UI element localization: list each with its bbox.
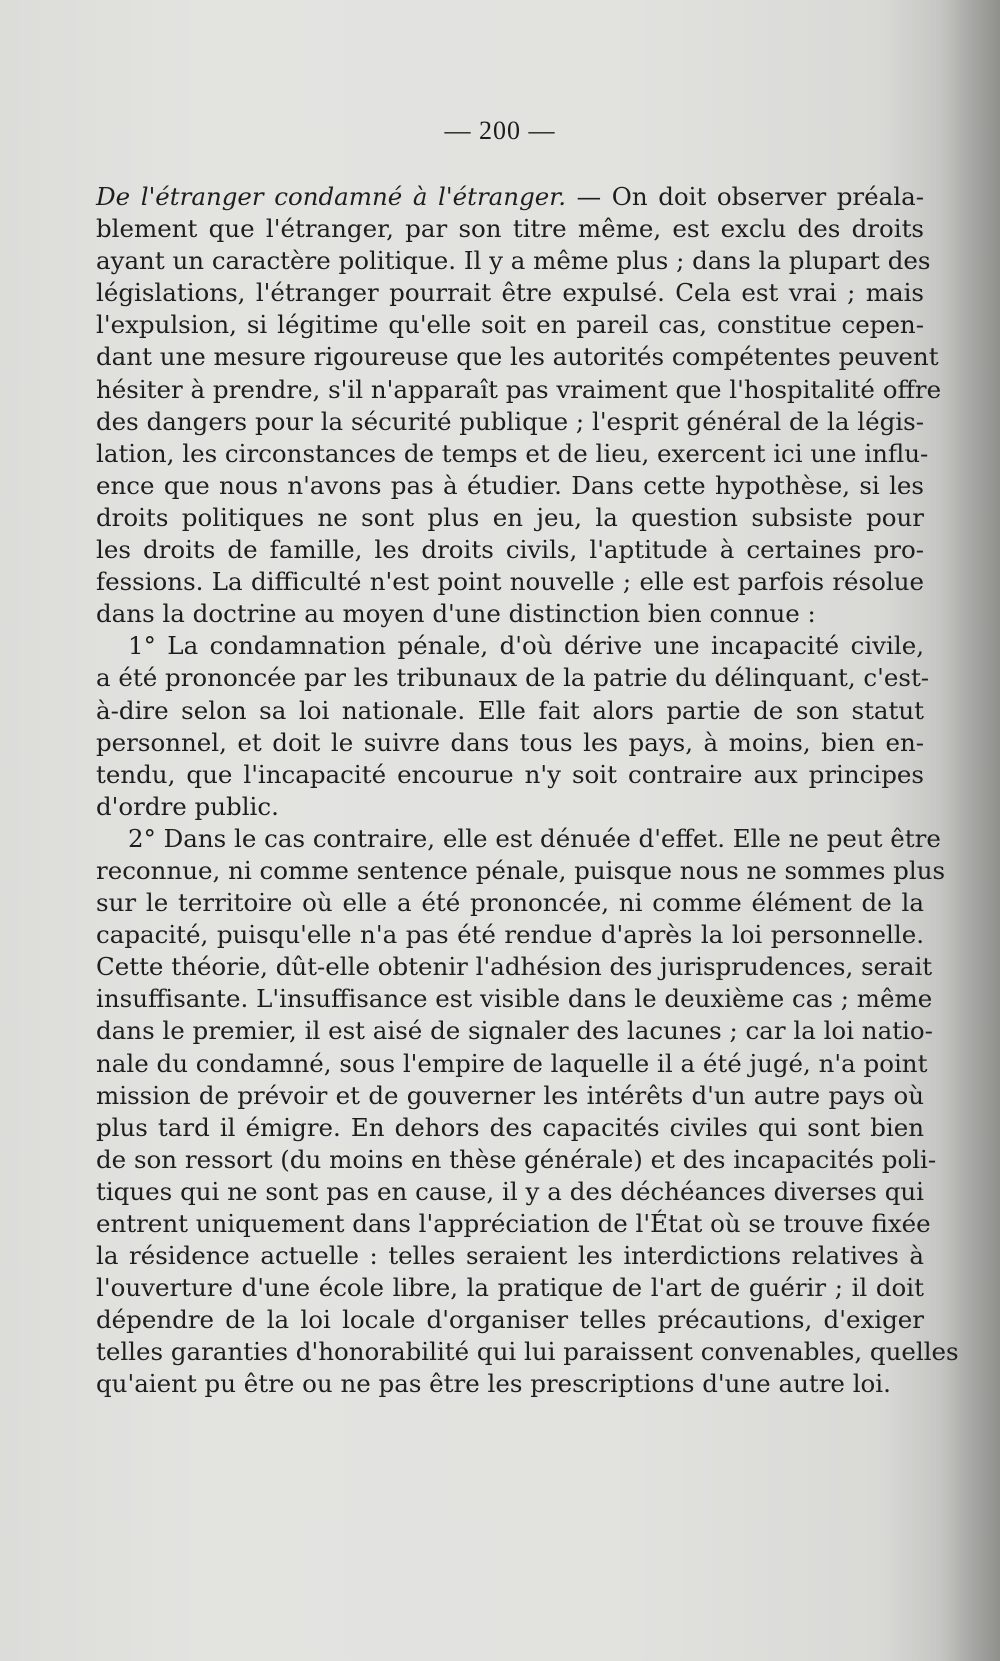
text-line: capacité, puisqu'elle n'a pas été rendue d'après la loi personnelle.	[96, 920, 924, 950]
text-line: plus tard il émigre. En dehors des capacités civiles qui sont bien	[96, 1112, 924, 1142]
text-line: l'expulsion, si légitime qu'elle soit en pareil cas, constitue cepen-	[96, 310, 924, 340]
text-line: sur le territoire où elle a été prononcée, ni comme élément de la	[96, 888, 924, 918]
text-line: Cette théorie, dût-elle obtenir l'adhésion des jurisprudences, serait	[96, 952, 933, 982]
text-line: dans la doctrine au moyen d'une distinction bien connue :	[96, 599, 816, 629]
text-line: lation, les circonstances de temps et de lieu, exercent ici une influ-	[96, 438, 929, 468]
text-line: législations, l'étranger pourrait être expulsé. Cela est vrai ; mais	[96, 278, 924, 308]
text-line: dant une mesure rigoureuse que les autorités compétentes peuvent	[96, 342, 939, 372]
paragraph-3	[96, 823, 959, 1401]
text-line: d'ordre public.	[96, 791, 279, 821]
text-line: tiques qui ne sont pas en cause, il y a des déchéances diverses qui	[96, 1176, 924, 1206]
text-line: reconnue, ni comme sentence pénale, puisque nous ne sommes plus	[96, 855, 946, 885]
text-line: des dangers pour la sécurité publique ; l'esprit général de la légis-	[96, 406, 924, 436]
page-number: — 200 —	[444, 116, 556, 145]
text-line: ence que nous n'avons pas à étudier. Dans cette hypothèse, si les	[96, 470, 924, 500]
text-line: hésiter à prendre, s'il n'apparaît pas vraiment que l'hospitalité offre	[96, 374, 942, 404]
text-line: qu'aient pu être ou ne pas être les prescriptions d'une autre loi.	[96, 1369, 891, 1399]
text-line: nale du condamné, sous l'empire de laquelle il a été jugé, n'a point	[96, 1048, 928, 1078]
text-line: De l'étranger condamné à l'étranger. — On doit observer préala-	[96, 182, 924, 211]
text-line: fessions. La difficulté n'est point nouvelle ; elle est parfois résolue	[96, 567, 924, 597]
text-line: l'ouverture d'une école libre, la pratique de l'art de guérir ; il doit	[96, 1273, 924, 1303]
text-line: insuffisante. L'insuffisance est visible dans le deuxième cas ; même	[96, 984, 933, 1014]
text-line: telles garanties d'honorabilité qui lui paraissent convenables, quelles	[96, 1337, 959, 1367]
paragraph-2	[96, 630, 930, 823]
body-text	[96, 181, 959, 1401]
text-line: les droits de famille, les droits civils, l'aptitude à certaines pro-	[96, 535, 924, 565]
text-line: droits politiques ne sont plus en jeu, la question subsiste pour	[96, 502, 924, 532]
text-line: tendu, que l'incapacité encourue n'y soit contraire aux principes	[96, 759, 924, 789]
text-line: mission de prévoir et de gouverner les intérêts d'un autre pays où	[96, 1080, 924, 1110]
paragraph-1	[96, 181, 942, 630]
text-line: blement que l'étranger, par son titre même, est exclu des droits	[96, 214, 924, 244]
section-title: De l'étranger condamné à l'étranger.	[96, 182, 567, 211]
text-line: 2° Dans le cas contraire, elle est dénuée d'effet. Elle ne peut être	[128, 823, 941, 853]
text-line: personnel, et doit le suivre dans tous les pays, à moins, bien en-	[96, 727, 924, 757]
text-line: ayant un caractère politique. Il y a même plus ; dans la plupart des	[96, 246, 931, 276]
text-line: de son ressort (du moins en thèse générale) et des incapacités poli-	[96, 1144, 937, 1174]
text-line: a été prononcée par les tribunaux de la patrie du délinquant, c'est-	[96, 663, 930, 693]
text-line: entrent uniquement dans l'appréciation de l'État où se trouve fixée	[96, 1209, 931, 1238]
text-line: dans le premier, il est aisé de signaler des lacunes ; car la loi natio-	[96, 1016, 933, 1046]
text-line: dépendre de la loi locale d'organiser telles précautions, d'exiger	[96, 1305, 924, 1335]
text-line: la résidence actuelle : telles seraient les interdictions relatives à	[96, 1241, 924, 1271]
text-line: à-dire selon sa loi nationale. Elle fait alors partie de son statut	[96, 695, 924, 725]
text-line: 1° La condamnation pénale, d'où dérive une incapacité civile,	[128, 631, 924, 661]
